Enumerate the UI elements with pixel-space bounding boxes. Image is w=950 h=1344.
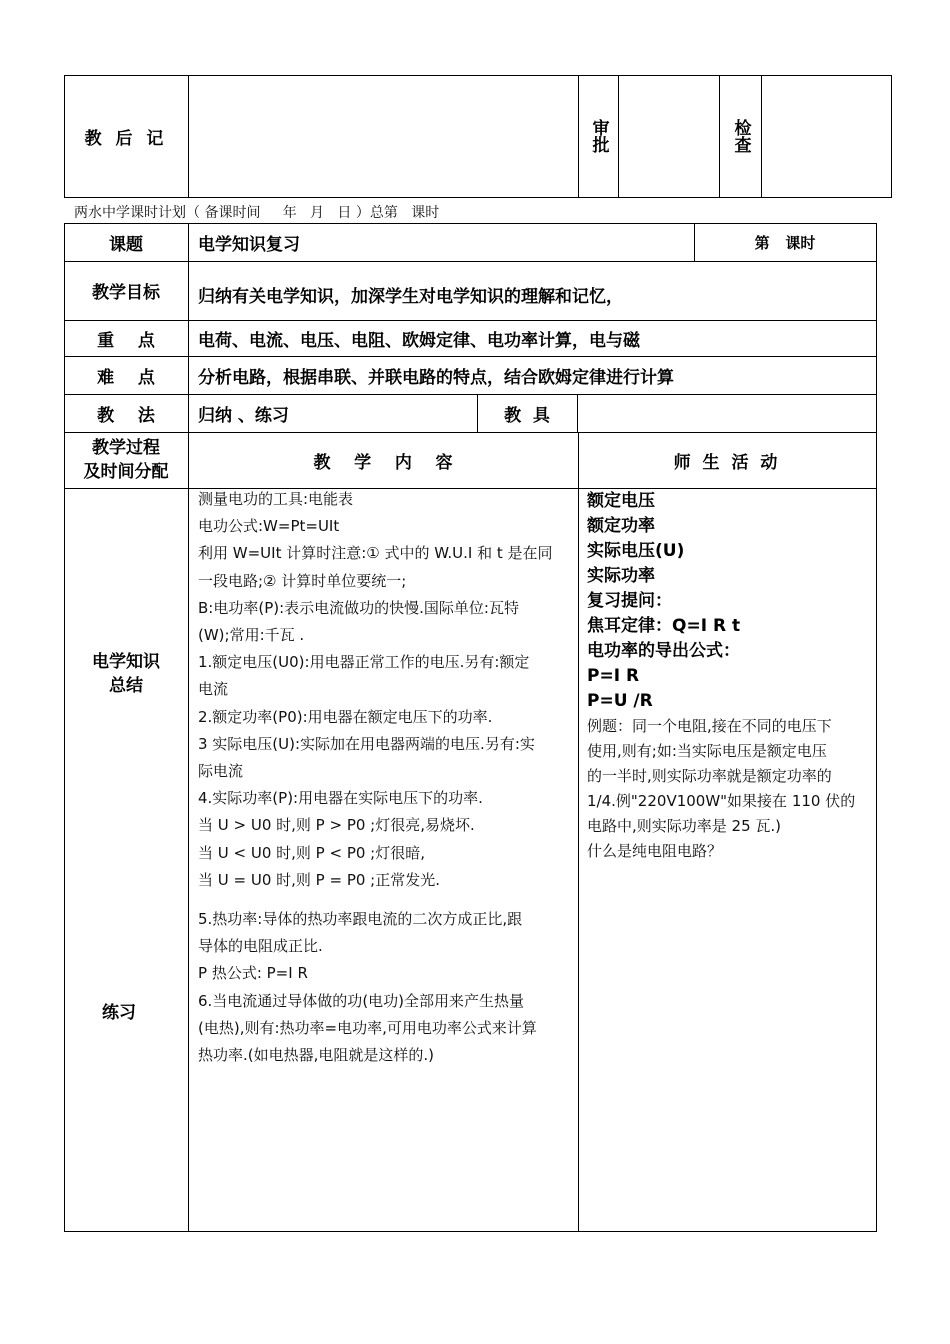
activity-item: 电功率的导出公式： [587, 641, 740, 661]
topic-label: 课题 [109, 234, 143, 255]
content-line: 当 U < U0 时,则 P < P0 ;灯很暗, [198, 843, 426, 862]
content-line: B:电功率(P):表示电流做功的快慢.国际单位:瓦特 [198, 598, 519, 617]
activity-note-line: 1/4.例"220V100W"如果接在 110 伏的 [587, 792, 856, 810]
approve-field[interactable] [619, 76, 719, 197]
activity-item: 实际功率 [587, 566, 655, 586]
tools-value [585, 394, 875, 432]
content-block-1 [198, 486, 574, 894]
goal-label: 教学目标 [92, 283, 160, 303]
content-line: 利用 W=UIt 计算时注意:① 式中的 W.U.I 和 t 是在同 [198, 544, 553, 563]
content-line: 电流 [198, 680, 229, 699]
method-value: 归纳 、练习 [198, 405, 289, 426]
process-label [64, 432, 188, 488]
content-line: 当 U = U0 时,则 P = P0 ;正常发光. [198, 870, 441, 889]
check-field[interactable] [762, 76, 891, 197]
activity-item: 焦耳定律：Q=I R t [587, 616, 741, 636]
goal-value: 归纳有关电学知识，加深学生对电学知识的理解和记忆， [198, 287, 623, 307]
content-line: 一段电路;② 计算时单位要统一; [198, 571, 407, 590]
activity-item: 复习提问： [587, 591, 672, 611]
content-line: 2.额定功率(P0):用电器在额定电压下的功率. [198, 707, 493, 726]
process-label-line-1: 教学过程 [92, 438, 160, 458]
content-header: 教 学 内 容 [313, 452, 453, 473]
method-label: 教 法 [97, 405, 155, 426]
activity-note-line: 电路中,则实际功率是 25 瓦.) [587, 817, 782, 835]
topic-value: 电学知识复习 [198, 234, 300, 255]
activity-bold-list [587, 489, 873, 714]
activity-note-line: 使用,则有;如:当实际电压是额定电压 [587, 742, 827, 760]
key-point-value: 电荷、电流、电压、电阻、欧姆定律、电功率计算，电与磁 [198, 330, 640, 351]
post-lesson-notes-field[interactable] [189, 76, 578, 197]
teacher-student-activity [587, 489, 873, 864]
activity-header: 师 生 活 动 [673, 452, 781, 473]
activity-note-line: 什么是纯电阻电路？ [587, 842, 723, 860]
content-line: P 热公式: P=I R [198, 964, 308, 983]
summary-label-line-2: 总结 [109, 676, 143, 696]
tools-label: 教 具 [504, 405, 550, 426]
difficulty-value: 分析电路，根据串联、并联电路的特点，结合欧姆定律进行计算 [198, 367, 674, 388]
teaching-content [198, 486, 574, 1069]
summary-label-line-1: 电学知识 [92, 652, 160, 672]
content-line: 电功公式:W=Pt=UIt [198, 517, 340, 536]
activity-item: P=I R [587, 666, 640, 686]
content-block-2 [198, 906, 574, 1069]
check-label: 检查 [730, 119, 751, 153]
difficulty-label: 难 点 [97, 367, 155, 388]
activity-item: 实际电压(U) [587, 541, 685, 561]
post-lesson-notes-label: 教 后 记 [84, 128, 168, 149]
activity-item: P=U /R [587, 691, 653, 711]
activity-notes [587, 714, 873, 864]
content-line: 际电流 [198, 762, 244, 781]
practice-section-label: 练习 [102, 1003, 136, 1023]
activity-note-line: 的一半时,则实际功率就是额定功率的 [587, 767, 832, 785]
content-line: 1.额定电压(U0):用电器正常工作的电压.另有:额定 [198, 653, 530, 672]
content-line: 5.热功率:导体的热功率跟电流的二次方成正比,跟 [198, 910, 523, 929]
content-line: (电热),则有:热功率=电功率,可用电功率公式来计算 [198, 1018, 537, 1037]
process-label-line-2: 及时间分配 [83, 462, 169, 482]
content-line: (W);常用:千瓦 . [198, 626, 305, 645]
content-line: 导体的电阻成正比. [198, 937, 323, 956]
activity-item: 额定电压 [587, 491, 655, 511]
activity-note-line: 例题：同一个电阻,接在不同的电压下 [587, 717, 832, 735]
content-line: 6.当电流通过导体做的功(电功)全部用来产生热量 [198, 991, 525, 1010]
approve-label: 审批 [588, 119, 609, 153]
key-point-label: 重 点 [97, 330, 155, 351]
lesson-number: 第 课时 [754, 233, 816, 252]
content-line: 当 U > U0 时,则 P > P0 ;灯很亮,易烧坏. [198, 816, 475, 835]
summary-section-label [64, 650, 188, 698]
content-line: 3 实际电压(U):实际加在用电器两端的电压.另有:实 [198, 734, 535, 753]
content-line: 4.实际功率(P):用电器在实际电压下的功率. [198, 789, 483, 808]
content-line: 测量电功的工具:电能表 [198, 490, 354, 508]
content-line: 热功率.(如电热器,电阻就是这样的.) [198, 1046, 435, 1065]
lesson-plan-header: 两水中学课时计划（ 备课时间 年 月 日 ）总第 课时 [74, 205, 440, 221]
activity-item: 额定功率 [587, 516, 655, 536]
